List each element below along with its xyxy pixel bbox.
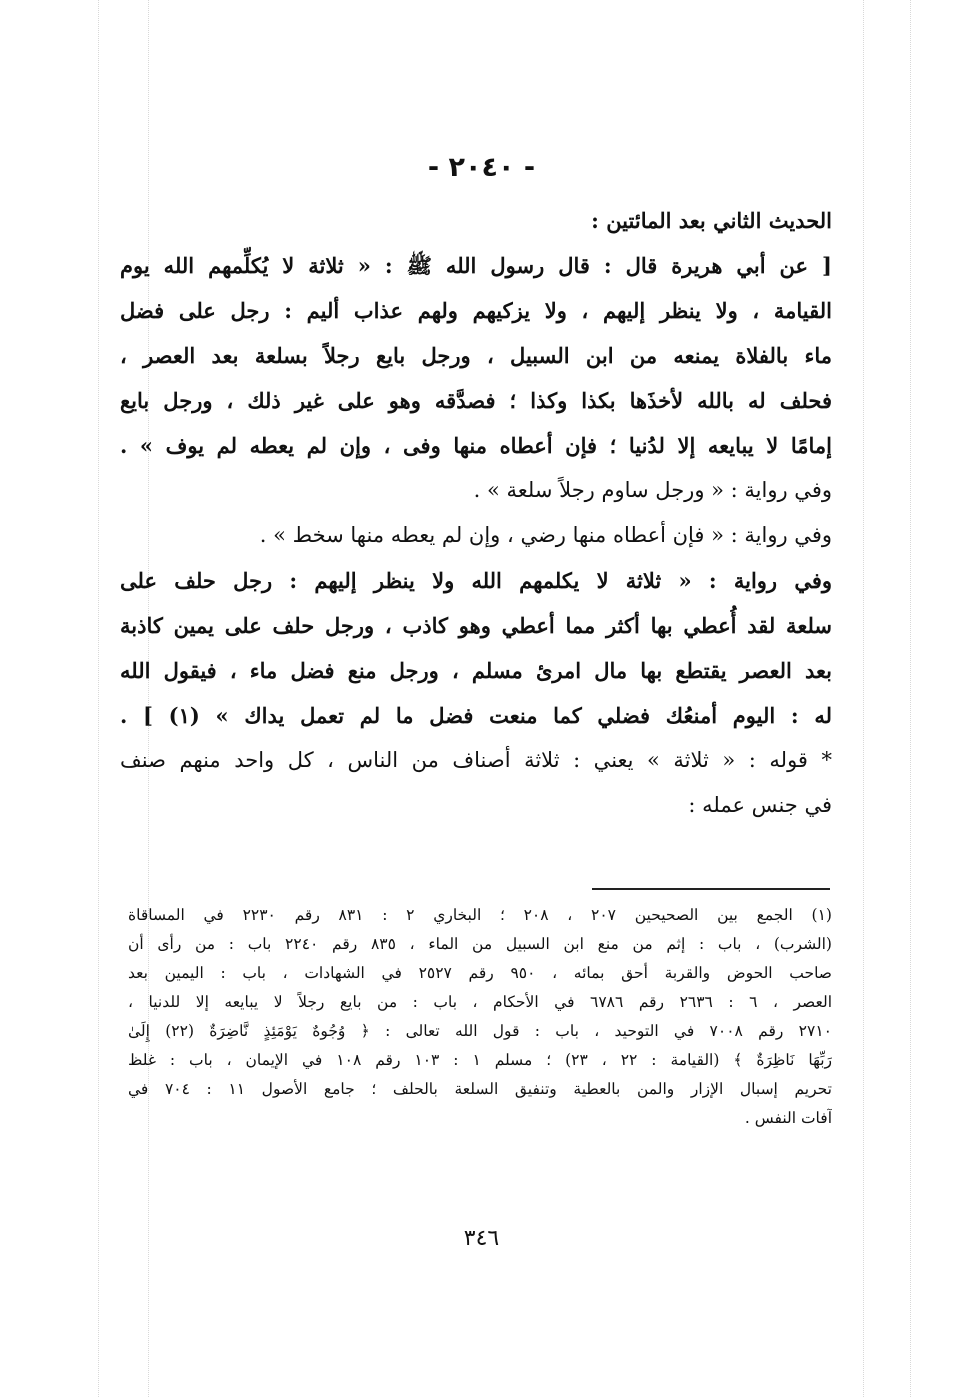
footnote-line: آفات النفس . [744,1109,832,1127]
section-heading: الحديث الثاني بعد المائتين : [591,208,832,233]
text-line: ماء بالفلاة يمنعه من ابن السبيل ، ورجل بايع رجلاً بسلعة بعد العصر ، [120,343,832,368]
margin-guide-line [910,0,911,1397]
footnote-line: ٢٧١٠ رقم ٧٠٠٨ في التوحيد ، باب : قول الله تعالى : ﴿ وُجُوهٌ يَوْمَئِذٍ نَّاضِرَةٌ (٢٢) إِلَىٰ [128,1022,832,1040]
text-line: وفي رواية : « ورجل ساوم رجلاً سلعة » . [473,478,832,502]
main-text [120,198,832,828]
text-line: [ عن أبي هريرة قال : قال رسول الله ﷺ : « ثلاثة لا يُكلِّمهم الله يوم [120,253,832,278]
footnote-line: رَبِّهَا نَاظِرَةٌ ﴾ (القيامة : ٢٢ ، ٢٣) ؛ مسلم ١ : ١٠٣ رقم ١٠٨ في الإيمان ، باب : غلظ [128,1051,832,1069]
text-line: القيامة ، ولا ينظر إليهم ، ولا يزكيهم ولهم عذاب أليم : رجل على فضل [120,298,832,323]
text-line: فحلف له بالله لأخذَها بكذا وكذا ؛ فصدَّقه وهو على غير ذلك ، ورجل بايع [120,388,832,413]
footnote-line: العصر ، ٦ : ٢٦٣٦ رقم ٦٧٨٦ في الأحكام ، باب : من بايع رجلاً لا يبايعه إلا للدنيا ، [128,993,832,1011]
footnote-line: تحريم إسبال الإزار والمن بالعطية وتنفيق السلعة بالحلف ؛ جامع الأصول ١١ : ٧٠٤ في [128,1080,832,1098]
hadith-number: - ٢٠٤٠ - [427,152,536,183]
text-line: بعد العصر يقتطع بها مال امرئ مسلم ، ورجل منع فضل ماء ، فيقول الله [120,658,832,683]
page-number: ٣٤٦ [463,1226,500,1251]
text-line: إمامًا لا يبايعه إلا لدُنيا ؛ فإن أعطاه منها وفى ، وإن لم يعطه لم يوف » . [120,433,832,458]
text-line: وفي رواية : « فإن أعطاه منها رضي ، وإن لم يعطه منها سخط » . [259,523,832,547]
footnote-line: (الشرب) ، باب : إثم من منع ابن السبيل من الماء ، ٨٣٥ رقم ٢٢٤٠ باب : من رأى أن [128,935,832,953]
footnote-separator [592,888,830,890]
text-line: وفي رواية : « ثلاثة لا يكلمهم الله ولا ينظر إليهم : رجل حلف على [120,568,832,593]
text-line: * قوله : « ثلاثة » يعني : ثلاثة أصناف من الناس ، كل واحد منهم صنف [120,748,832,772]
text-line: سلعة لقد أُعطي بها أكثر مما أعطي وهو كاذب ، ورجل حلف على يمين كاذبة [120,613,832,638]
margin-guide-line [863,0,864,1397]
text-line: في جنس عمله : [688,793,832,817]
footnotes [128,901,832,1133]
footnote-line: (١) الجمع بين الصحيحين ٢٠٧ ، ٢٠٨ ؛ البخاري ٢ : ٨٣١ رقم ٢٢٣٠ في المساقاة [128,906,832,924]
margin-guide-line [98,0,99,1397]
text-line: له : اليوم أمنعُك فضلي كما منعت فضل ما لم تعمل يداك » (١) ] . [120,703,832,728]
footnote-line: صاحب الحوض والقربة أحق بمائه ، ٩٥٠ رقم ٢٥٢٧ في الشهادات ، باب : اليمين بعد [128,964,832,982]
